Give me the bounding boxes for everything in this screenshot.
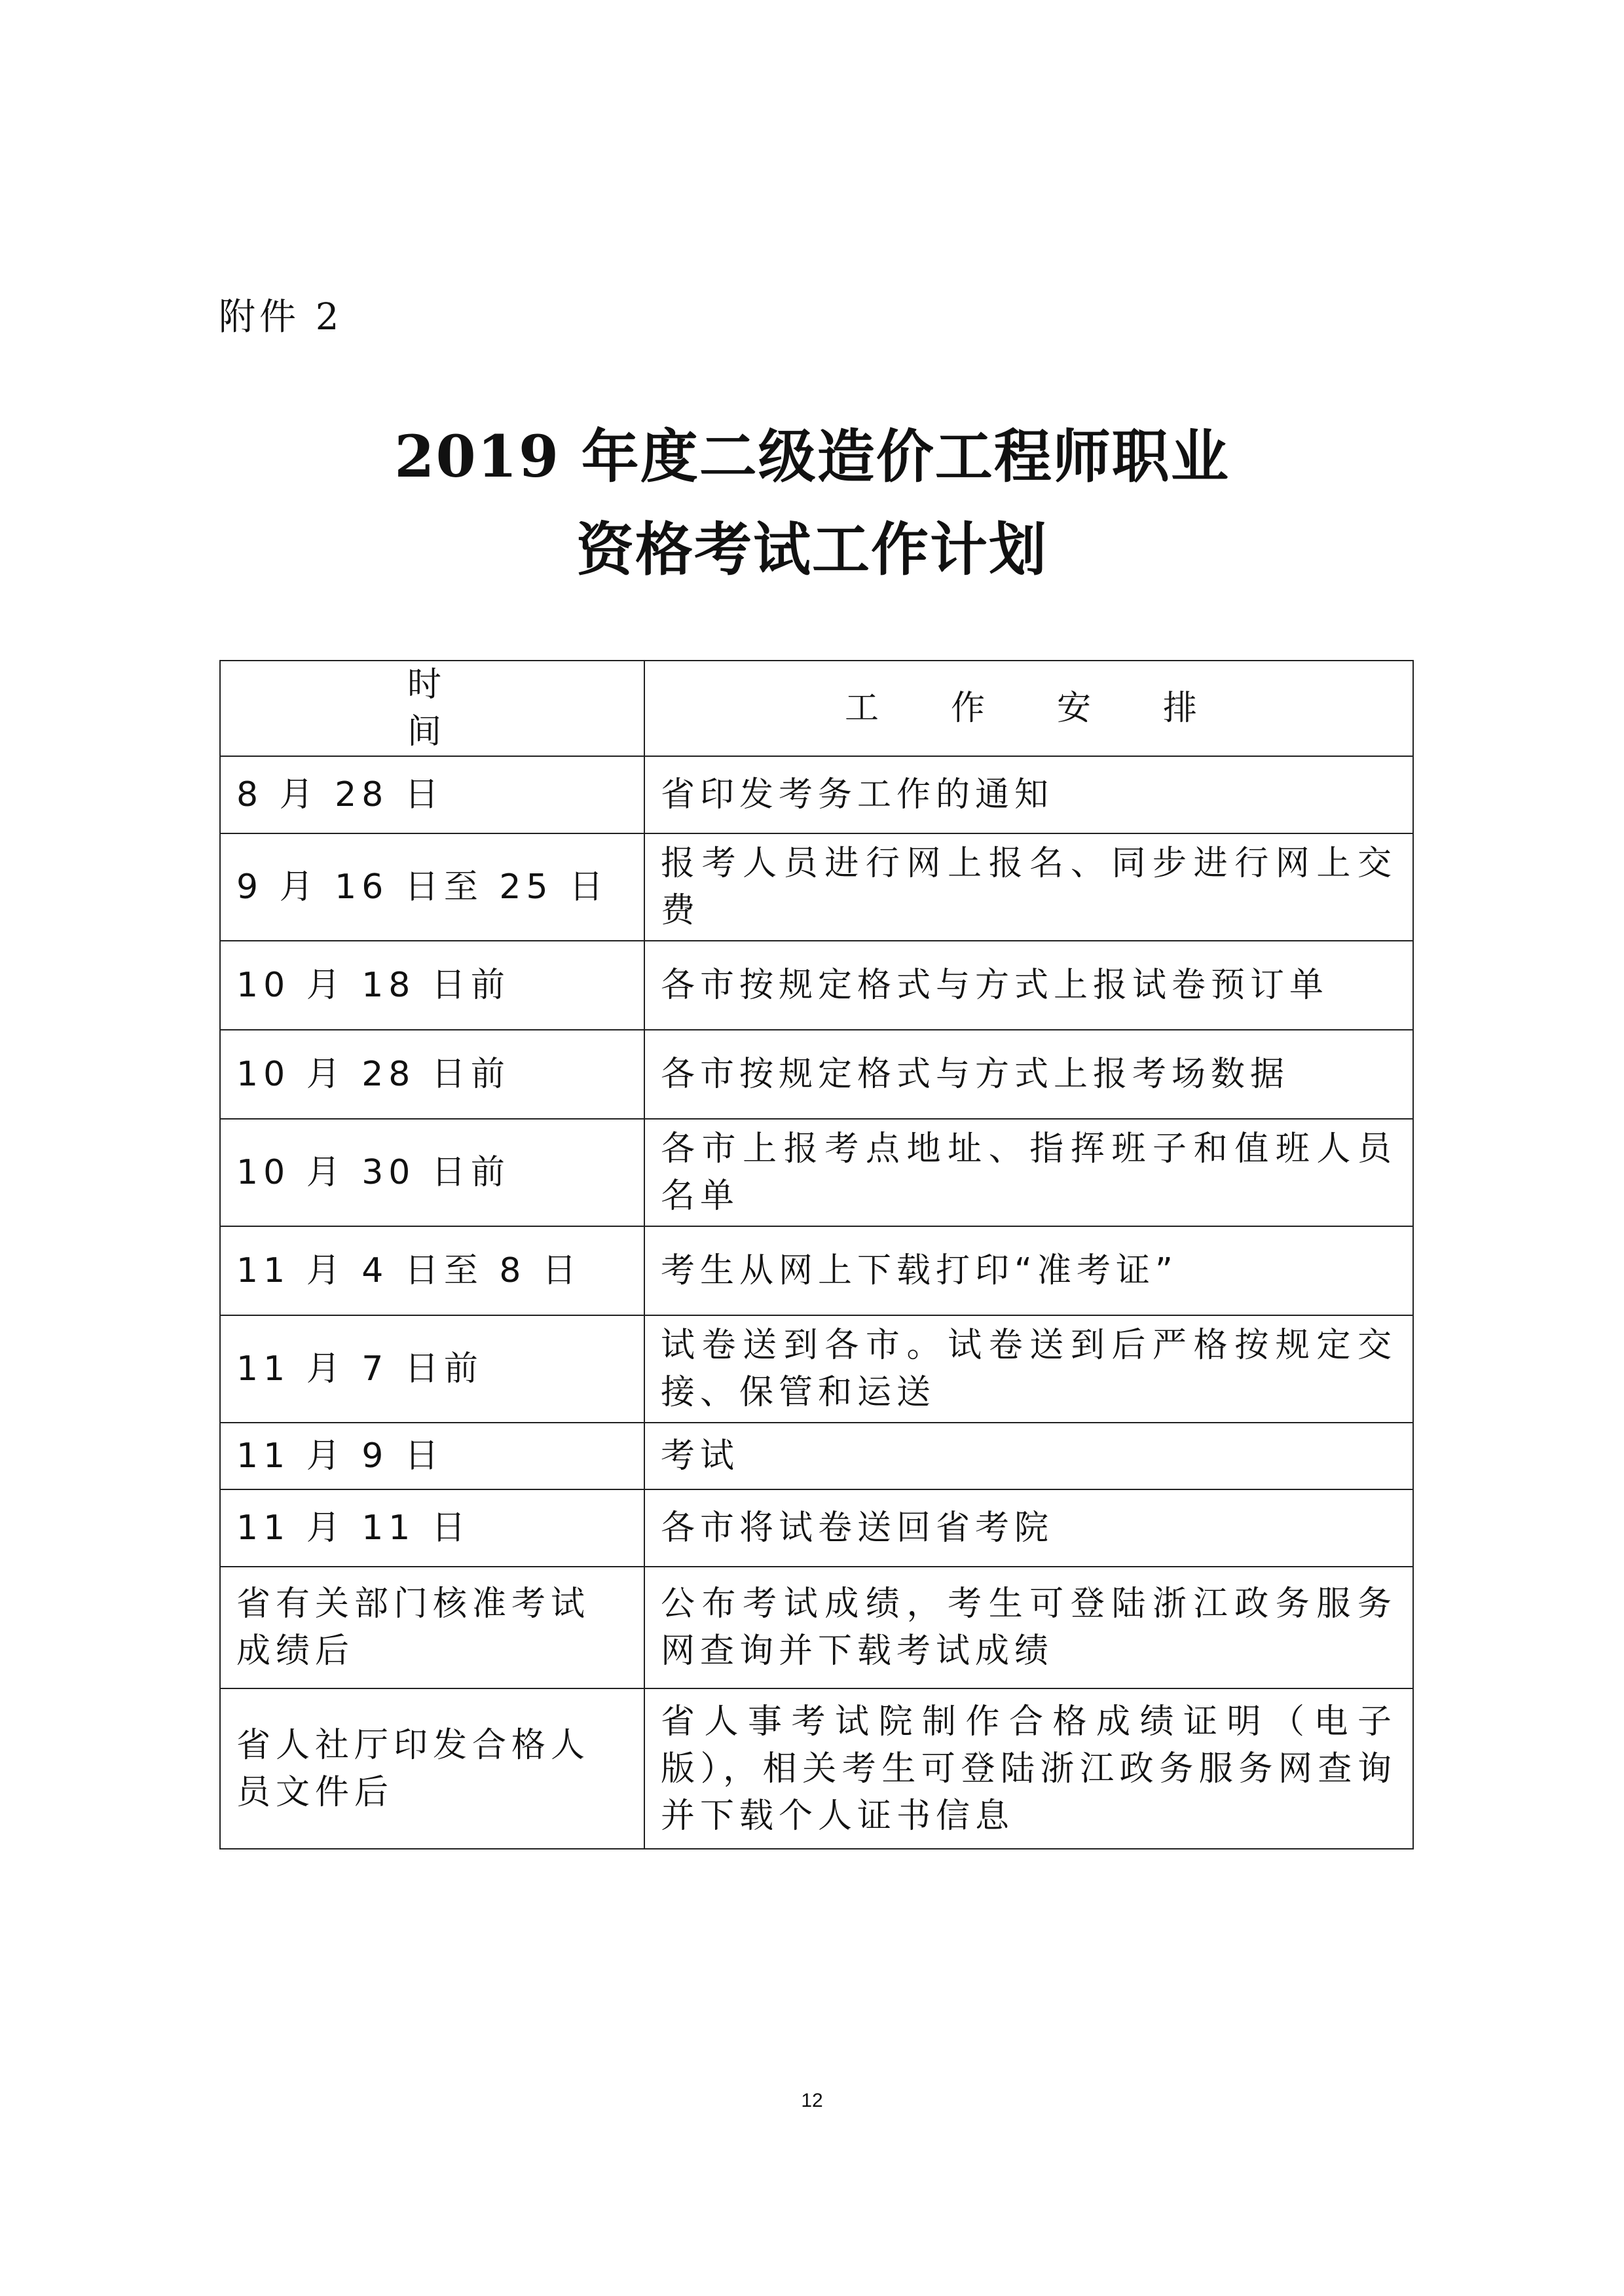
row-task: 省印发考务工作的通知 <box>644 756 1413 833</box>
table-row <box>220 1315 1413 1423</box>
table-row <box>220 1688 1413 1849</box>
row-task: 报考人员进行网上报名、同步进行网上交费 <box>644 833 1413 941</box>
row-task: 试卷送到各市。试卷送到后严格按规定交接、保管和运送 <box>644 1315 1413 1423</box>
table-row <box>220 1119 1413 1226</box>
table-row <box>220 1567 1413 1688</box>
row-task: 省人事考试院制作合格成绩证明（电子版），相关考生可登陆浙江政务服务网查询并下载个人证书信息 <box>644 1688 1413 1849</box>
row-time: 11 月 9 日 <box>220 1423 644 1489</box>
row-time: 11 月 7 日前 <box>220 1315 644 1423</box>
row-time: 10 月 28 日前 <box>220 1030 644 1119</box>
table-row <box>220 1423 1413 1489</box>
row-task: 各市将试卷送回省考院 <box>644 1489 1413 1567</box>
row-task: 公布考试成绩，考生可登陆浙江政务服务网查询并下载考试成绩 <box>644 1567 1413 1688</box>
header-task: 工作安排 <box>644 661 1413 756</box>
document-title-line-1: 2019 年度二级造价工程师职业 <box>394 422 1230 490</box>
table-row <box>220 833 1413 941</box>
document-title-line-2: 资格考试工作计划 <box>576 515 1048 583</box>
row-time: 11 月 11 日 <box>220 1489 644 1567</box>
row-time: 10 月 18 日前 <box>220 941 644 1030</box>
row-task: 各市上报考点地址、指挥班子和值班人员名单 <box>644 1119 1413 1226</box>
row-time: 11 月 4 日至 8 日 <box>220 1226 644 1315</box>
table-header-row <box>220 661 1413 756</box>
row-time: 8 月 28 日 <box>220 756 644 833</box>
row-time: 9 月 16 日至 25 日 <box>220 833 644 941</box>
header-time: 时间 <box>220 661 644 756</box>
row-time: 省有关部门核准考试成绩后 <box>220 1567 644 1688</box>
row-task: 各市按规定格式与方式上报试卷预订单 <box>644 941 1413 1030</box>
row-task: 考试 <box>644 1423 1413 1489</box>
attachment-label: 附件 2 <box>219 296 343 338</box>
row-time: 10 月 30 日前 <box>220 1119 644 1226</box>
table-row <box>220 756 1413 833</box>
table-row <box>220 941 1413 1030</box>
table-row <box>220 1489 1413 1567</box>
table-row <box>220 1030 1413 1119</box>
row-task: 各市按规定格式与方式上报考场数据 <box>644 1030 1413 1119</box>
row-time: 省人社厅印发合格人员文件后 <box>220 1688 644 1849</box>
page-number: 12 <box>801 2090 823 2111</box>
table-row <box>220 1226 1413 1315</box>
row-task: 考生从网上下载打印“准考证” <box>644 1226 1413 1315</box>
work-plan-table <box>219 660 1414 1850</box>
